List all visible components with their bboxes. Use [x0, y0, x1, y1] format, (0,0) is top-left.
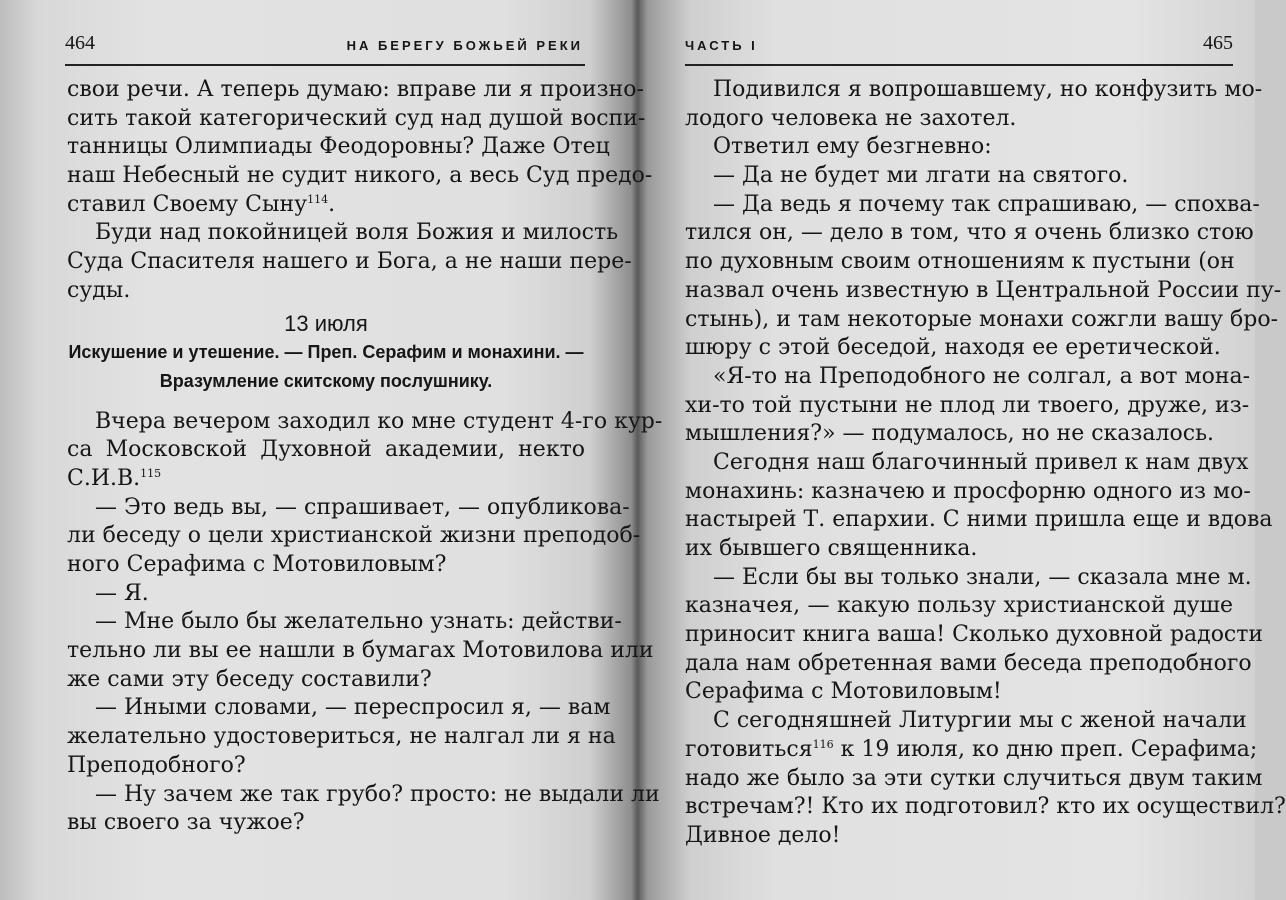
text-line: тился он, — дело в том, что я очень близко стою: [685, 220, 1254, 246]
text-fragment: .: [328, 191, 336, 217]
text-fragment: С.И.В.: [67, 465, 141, 491]
left-page-number: 464: [65, 32, 95, 54]
text-line: Сегодня наш благочинный привел к нам двух: [713, 449, 1249, 475]
text-line: назвал очень известную в Центральной России пу-: [685, 277, 1282, 303]
text-line: шюру с этой беседой, находя ее еретической.: [685, 335, 1221, 361]
left-page-header: [65, 28, 585, 66]
text-line: [67, 465, 585, 494]
text-line: Дивное дело!: [685, 822, 841, 848]
text-line: са Московской Духовной академии, некто: [67, 437, 585, 463]
section-summary: Искушение и утешение. — Преп. Серафим и монахини. —: [68, 342, 584, 363]
footnote-ref-114: 114: [307, 192, 329, 206]
text-line: — Если бы вы только знали, — сказала мне м.: [713, 564, 1252, 590]
text-line: — Мне было бы желательно узнать: действи-: [95, 609, 622, 635]
text-line: — Да ведь я почему так спрашиваю, — спохва-: [713, 191, 1260, 217]
text-line: ли беседу о цели христианской жизни преподоб-: [67, 523, 641, 549]
text-line: дала нам обретенная вами беседа преподобного: [685, 650, 1252, 676]
text-fragment: к 19 июля, ко дню преп. Серафима;: [840, 736, 1258, 762]
text-line: надо же было за эти сутки случиться двум таким: [685, 765, 1263, 791]
text-line: же сами эту беседу составили?: [67, 666, 432, 692]
text-line: свои речи. А теперь думаю: вправе ли я произно-: [67, 77, 644, 102]
text-line: вы своего за чужое?: [67, 810, 305, 836]
text-line: «Я-то на Преподобного не солгал, а вот мона-: [713, 363, 1251, 389]
text-line: хи-то той пустыни не плод ли твоего, друже, из-: [685, 392, 1250, 418]
text-line: Суда Спасителя нашего и Бога, а не наши пере-: [67, 249, 632, 275]
left-page-text: [67, 76, 663, 838]
text-line: ного Серафима с Мотовиловым?: [67, 552, 447, 577]
text-line: С сегодняшней Литургии мы с женой начали: [713, 708, 1247, 734]
text-line: Подивился я вопрошавшему, но конфузить мо-: [713, 77, 1263, 102]
text-line: Ответил ему безгневно:: [713, 134, 992, 160]
text-line: Буди над покойницей воля Божия и милость: [95, 220, 619, 246]
text-line: Серафима с Мотовиловым!: [685, 679, 1002, 705]
text-line: — Ну зачем же так грубо? просто: не выдали ли: [95, 781, 660, 807]
text-line: [67, 191, 585, 220]
text-line: желательно удостовериться, не налгал ли я на: [67, 724, 616, 750]
section-summary: Вразумление скитскому послушнику.: [159, 370, 493, 391]
text-line: по духовным своим отношениям к пустыни (он: [685, 249, 1235, 275]
text-line: суды.: [67, 277, 131, 303]
text-fragment: ставил Своему Сыну: [67, 191, 308, 217]
text-line: — Да не будет ми лгати на святого.: [713, 163, 1129, 189]
footnote-ref-115: 115: [140, 466, 162, 480]
text-line: тельно ли вы ее нашли в бумагах Мотовилова или: [67, 638, 654, 664]
text-line: — Это ведь вы, — спрашивает, — опубликова-: [95, 494, 630, 520]
text-line: — Иными словами, — переспросил я, — вам: [95, 695, 611, 721]
right-page-text: [685, 76, 1286, 851]
spacer: [67, 396, 585, 408]
right-running-title: ЧАСТЬ I: [685, 38, 758, 53]
right-page-header: [685, 28, 1233, 66]
text-line: сить такой категорический суд над душой воспи-: [67, 105, 646, 131]
text-line: Преподобного?: [67, 752, 246, 778]
text-line: казначея, — какую пользу христианской душе: [685, 593, 1233, 619]
text-line: — Я.: [95, 580, 149, 606]
text-line: [685, 736, 1258, 765]
text-line: Вчера вечером заходил ко мне студент 4-го кур-: [95, 408, 663, 434]
text-line: стынь), и там некоторые монахи сожгли вашу бро-: [685, 306, 1279, 332]
text-line: танницы Олимпиады Феодоровны? Даже Отец: [67, 134, 610, 160]
left-running-title: НА БЕРЕГУ БОЖЬЕЙ РЕКИ: [346, 38, 583, 53]
text-line: встречам?! Кто их подготовил? кто их осуществил?: [685, 794, 1286, 820]
text-line: монахинь: казначею и просфорню одного из мо-: [685, 478, 1251, 504]
right-page-number: 465: [1203, 32, 1233, 54]
section-date: 13 июля: [284, 310, 368, 336]
text-line: приносит книга ваша! Сколько духовной радости: [685, 622, 1264, 648]
footnote-ref-116: 116: [812, 737, 834, 751]
text-line: их бывшего священника.: [685, 536, 978, 561]
text-line: наш Небесный не судит никого, а весь Суд предо-: [67, 163, 653, 189]
text-line: настырей Т. епархии. С ними пришла еще и вдова: [685, 507, 1273, 533]
right-page: [628, 0, 1286, 900]
text-line: мышления?» — подумалось, но не сказалось.: [685, 421, 1215, 447]
text-fragment: готовиться: [685, 736, 813, 762]
text-line: лодого человека не захотел.: [685, 105, 1017, 131]
